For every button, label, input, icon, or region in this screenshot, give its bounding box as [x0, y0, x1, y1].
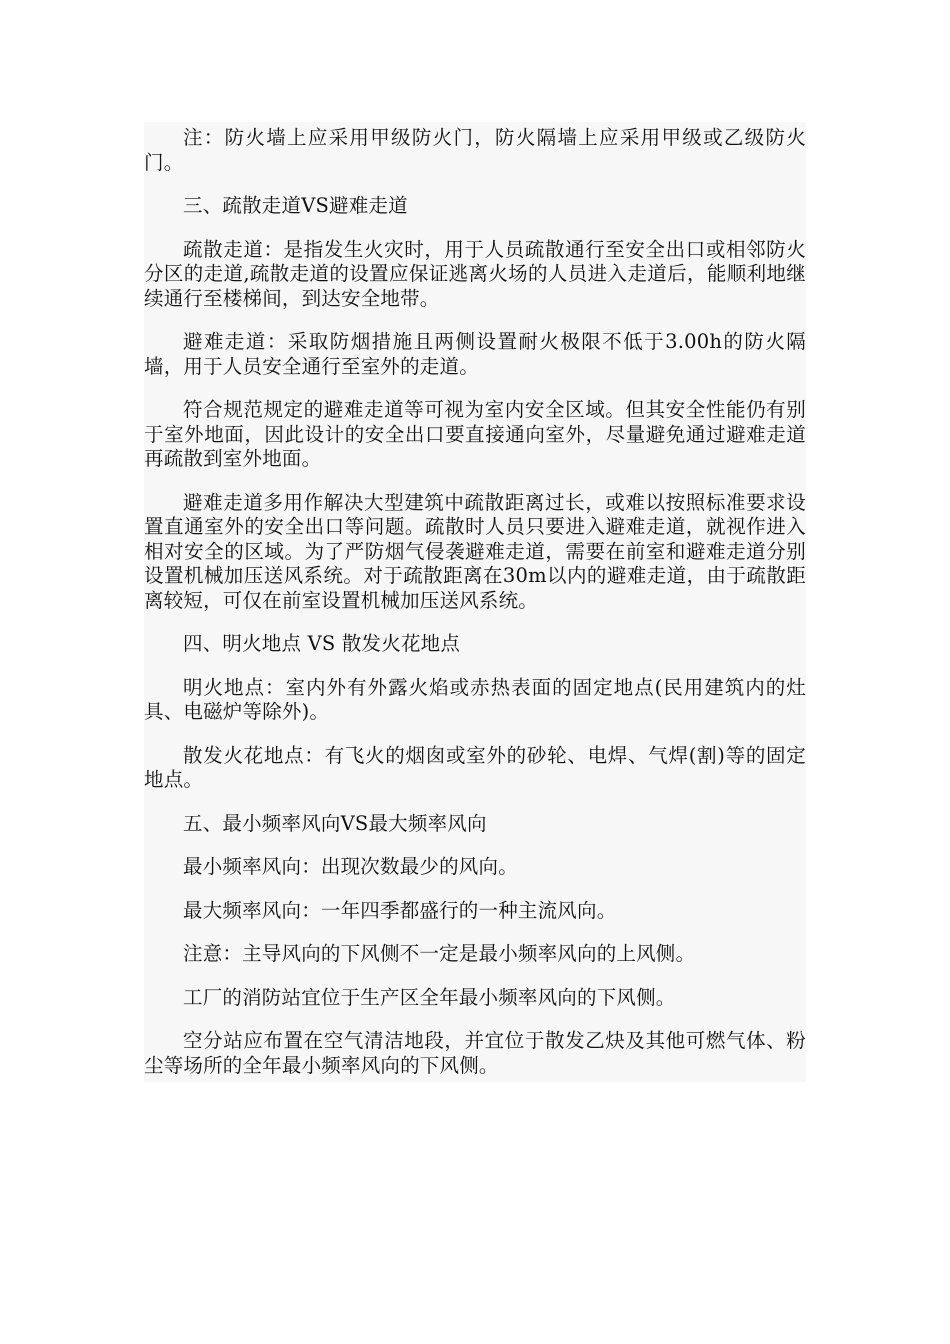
paragraph-open-flame: 明火地点：室内外有外露火焰或赤热表面的固定地点(民用建筑内的灶具、电磁炉等除外)。 [144, 675, 806, 723]
section-heading-4: 四、明火地点 VS 散发火花地点 [183, 632, 461, 655]
paragraph-note-prevailing-wind: 注意：主导风向的下风侧不一定是最小频率风向的上风侧。 [183, 942, 696, 965]
paragraph-max-frequency-wind: 最大频率风向：一年四季都盛行的一种主流风向。 [183, 898, 617, 922]
paragraph-air-separation: 空分站应布置在空气清洁地段，并宜位于散发乙炔及其他可燃气体、粉尘等场所的全年最小频率风向的下风侧。 [144, 1029, 806, 1077]
paragraph-refuge-safety: 符合规范规定的避难走道等可视为室内安全区域。但其安全性能仍有别于室外地面，因此设计的安全出口要直接通向室外，尽量避免通过避难走道再疏散到室外地面。 [144, 398, 806, 470]
paragraph-min-frequency-wind: 最小频率风向：出现次数最少的风向。 [183, 855, 518, 878]
paragraph-refuge-corridor: 避难走道：采取防烟措施且两侧设置耐火极限不低于3.00h的防火隔墙，用于人员安全通行至室外的走道。 [144, 330, 806, 378]
paragraph-spark-location: 散发火花地点：有飞火的烟囱或室外的砂轮、电焊、气焊(割)等的固定地点。 [144, 743, 806, 791]
section-heading-3: 三、疏散走道VS避难走道 [183, 194, 408, 217]
paragraph-evacuation-corridor: 疏散走道：是指发生火灾时，用于人员疏散通行至安全出口或相邻防火分区的走道,疏散走道的设置应保证逃离火场的人员进入走道后，能顺利地继续通行至楼梯间，到达安全地带。 [144, 237, 806, 310]
note-fire-doors: 注：防火墙上应采用甲级防火门，防火隔墙上应采用甲级或乙级防火门。 [144, 126, 806, 174]
paragraph-fire-station: 工厂的消防站宜位于生产区全年最小频率风向的下风侧。 [183, 985, 676, 1009]
paragraph-refuge-usage: 避难走道多用作解决大型建筑中疏散距离过长，或难以按照标准要求设置直通室外的安全出口等问题。疏散时人员只要进入避难走道，就视作进入相对安全的区域。为了严防烟气侵袭避难走道，需要在前室和避难走道分别设置机械加压送风系统。对于疏散距离在30m以内的避难走道，由于疏散距离较短，可仅在前室设置机械加压送风系统。 [144, 490, 806, 612]
document-body [144, 122, 806, 1082]
section-heading-5: 五、最小频率风向VS最大频率风向 [183, 811, 487, 835]
